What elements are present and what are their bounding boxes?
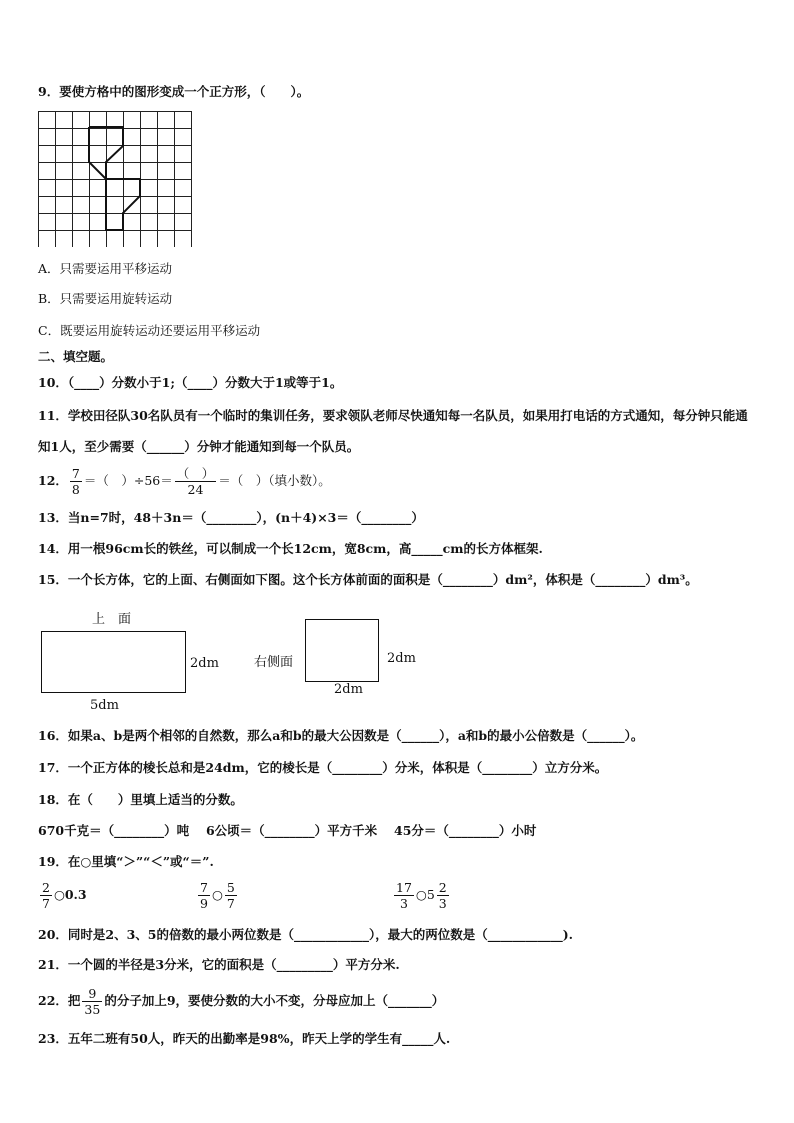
q22-numerator: 9 (82, 986, 102, 1002)
q14: 14．用一根96cm长的铁丝，可以制成一个长12cm，宽8cm，高_____cm的长方体框架. (38, 541, 543, 556)
q19-item-a (38, 880, 87, 911)
fig15-right-bottom: 2dm (334, 682, 363, 697)
q22-suffix: 的分子加上9，要使分数的大小不变，分母应加上（_______） (104, 993, 445, 1008)
section-heading: 二、填空题。 (38, 349, 114, 364)
q9-grid-figure (38, 111, 194, 247)
q19-c-numerator-1: 17 (396, 880, 412, 895)
q10: 10．（____）分数小于1;（____）分数大于1或等于1。 (38, 375, 343, 390)
fig15-right-title: 右侧面 (254, 655, 294, 670)
q22-denominator: 35 (84, 1002, 101, 1017)
q12-fraction-1 (70, 466, 82, 497)
q19-item-c (392, 880, 451, 911)
q19-b-compare: ○ (211, 887, 223, 902)
q19-c-fraction-2 (437, 880, 449, 911)
q12-f1-denominator: 8 (71, 482, 80, 497)
q12 (38, 464, 331, 498)
q19-a-denominator: 7 (42, 896, 50, 911)
q13: 13．当n=7时，48＋3n＝（________），(n＋4)×3＝（________） (38, 510, 424, 525)
q19-b-numerator-1: 7 (200, 880, 208, 895)
fig15-top-rect (41, 631, 186, 693)
q19-b-denominator-2: 7 (226, 896, 235, 911)
q19-a-numerator: 2 (42, 880, 50, 895)
q12-middle-2: ＝（ ）（填小数）。 (218, 473, 331, 488)
q12-number: 12． (38, 473, 68, 488)
fig15-top-side: 2dm (190, 656, 219, 671)
q19-b-numerator-2: 5 (226, 880, 235, 895)
q22-fraction (82, 986, 102, 1017)
q19-b-denominator-1: 9 (200, 896, 208, 911)
q19-a-fraction (40, 880, 52, 911)
fig15-top-title: 上 面 (92, 612, 132, 627)
q12-f2-numerator: （ ） (176, 466, 215, 481)
q19-c-denominator-1: 3 (399, 896, 408, 911)
q11: 11．学校田径队30名队员有一个临时的集训任务，要求领队老师尽快通知每一名队员，如果用打电话的方式通知，每分钟只能通知1人，至少需要（______）分钟才能通知到每一个队员。 (38, 408, 748, 454)
q19-c-denominator-2: 3 (438, 896, 447, 911)
q15: 15．一个长方体，它的上面、右侧面如下图。这个长方体前面的面积是（________）dm²，体积是（________）dm³。 (38, 572, 698, 587)
q17: 17．一个正方体的棱长总和是24dm，它的棱长是（________）分米，体积是（________）立方分米。 (38, 760, 608, 775)
q21: 21．一个圆的半径是3分米，它的面积是（_________）平方分米. (38, 957, 400, 972)
q20: 20．同时是2、3、5的倍数的最小两位数是（____________），最大的两位数是（____________). (38, 927, 574, 942)
q12-f2-denominator: 24 (187, 482, 204, 497)
q18-line: 670千克＝（________）吨 6公顷＝（________）平方千米 45分＝（________）小时 (38, 823, 537, 838)
q19-a-rest: ○0.3 (53, 887, 87, 902)
q23: 23．五年二班有50人，昨天的出勤率是98%，昨天上学的学生有_____人. (38, 1031, 451, 1046)
q22-prefix: 22．把 (38, 993, 81, 1008)
q12-middle-1: ＝（ ）÷56＝ (83, 473, 173, 488)
q18-stem: 18．在（ ）里填上适当的分数。 (38, 792, 243, 807)
fig15-top-bottom: 5dm (90, 698, 119, 713)
q16: 16．如果a、b是两个相邻的自然数，那么a和b的最大公因数是（______），a和b的最小公倍数是（______）。 (38, 728, 644, 743)
q19-b-fraction-1 (198, 880, 210, 911)
q19-c-compare: ○5 (415, 887, 435, 902)
q9-option-b[interactable]: B．只需要运用旋转运动 (38, 291, 173, 306)
q12-fraction-2 (175, 466, 217, 497)
q9-stem: 9．要使方格中的图形变成一个正方形，（ ）。 (38, 84, 310, 99)
q9-option-c[interactable]: C．既要运用旋转运动还要运用平移运动 (38, 323, 261, 338)
q19-b-fraction-2 (225, 880, 237, 911)
q22 (38, 984, 444, 1018)
q19-stem: 19．在○里填“＞”“＜”或“＝”. (38, 854, 214, 869)
q9-shape-outline (89, 127, 140, 230)
q19-c-numerator-2: 2 (438, 880, 447, 895)
q12-f1-numerator: 7 (71, 466, 80, 481)
q19-item-b (196, 880, 239, 911)
q9-option-a[interactable]: A．只需要运用平移运动 (38, 261, 173, 276)
fig15-right-side: 2dm (387, 651, 416, 666)
fig15-right-rect (305, 619, 379, 682)
q19-c-fraction-1 (394, 880, 414, 911)
